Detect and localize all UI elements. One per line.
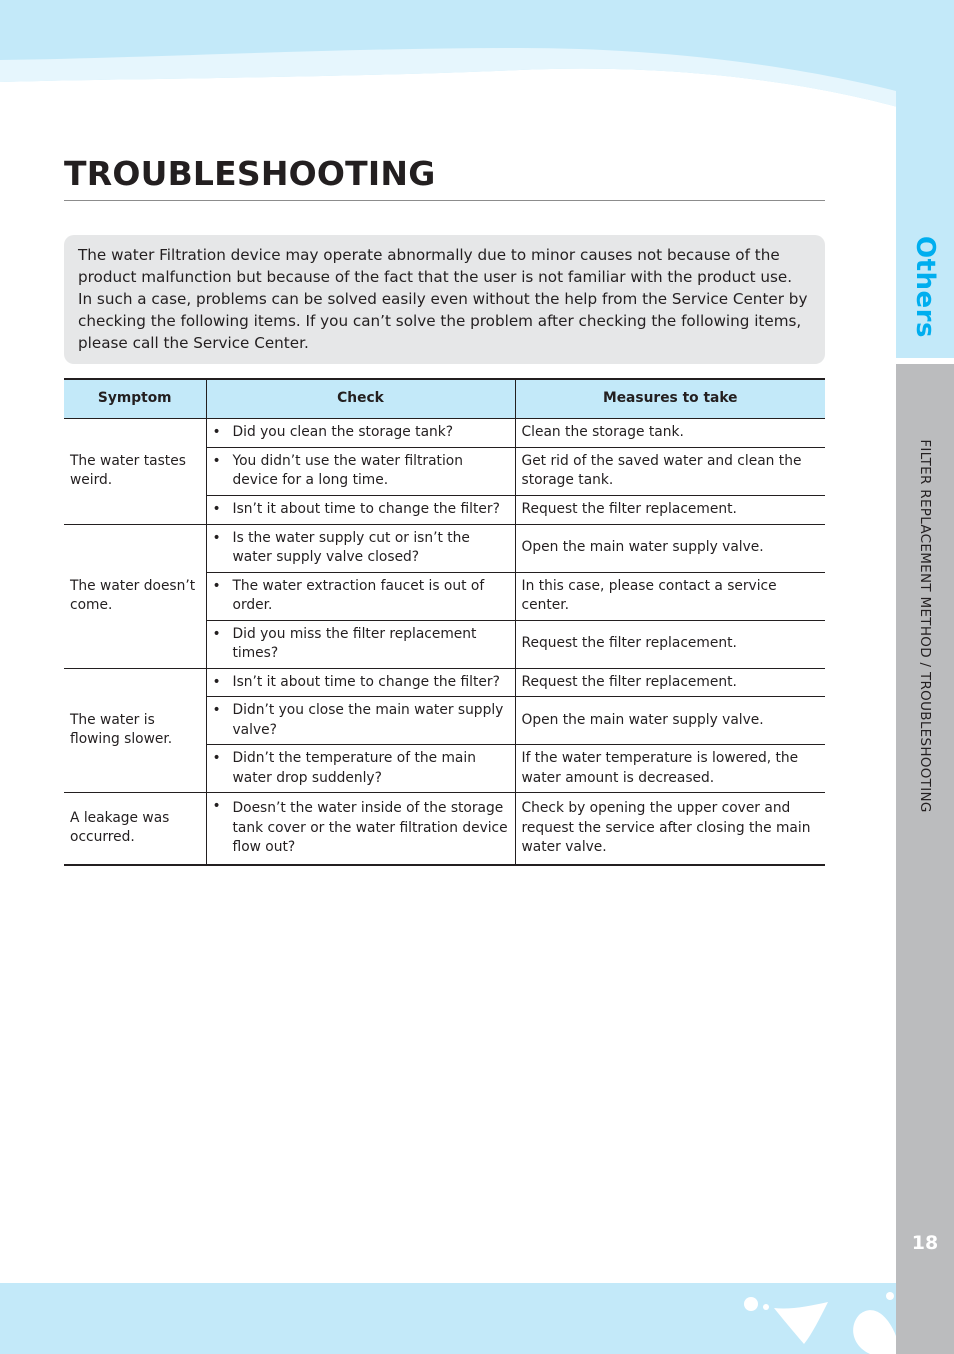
bullet-icon: •	[212, 500, 221, 517]
check-text: You didn’t use the water filtration device for a long time.	[232, 452, 463, 488]
top-wave-band	[0, 0, 954, 125]
check-cell	[206, 697, 515, 745]
symptom-cell: The water doesn’t come.	[64, 524, 206, 668]
measure-cell: Request the filter replacement.	[515, 620, 825, 668]
page-title: TROUBLESHOOTING	[64, 154, 436, 193]
symptom-cell: The water is flowing slower.	[64, 668, 206, 793]
header-symptom: Symptom	[64, 379, 206, 419]
check-text: The water extraction faucet is out of order.	[232, 577, 485, 613]
chapter-strip	[896, 364, 954, 1354]
measure-cell: Request the filter replacement.	[515, 668, 825, 697]
intro-box: The water Filtration device may operate abnormally due to minor causes not because of the product malfunction but because of the fact that the user is not familiar with the product use. In such a case, problems can be solved easily even without the help from the Service Center by checking the following items. If you can’t solve the problem after checking the following items, please call the Service Center.	[64, 235, 825, 364]
chapter-strip-label: FILTER REPLACEMENT METHOD / TROUBLESHOOTING	[917, 439, 933, 813]
check-cell	[206, 620, 515, 668]
check-cell	[206, 793, 515, 865]
check-text: Didn’t you close the main water supply valve?	[232, 702, 504, 738]
measure-cell: In this case, please contact a service center.	[515, 572, 825, 620]
section-tab-label: Others	[910, 236, 940, 338]
check-cell	[206, 572, 515, 620]
table-row	[64, 668, 825, 697]
table-row	[64, 419, 825, 448]
measure-cell: Open the main water supply valve.	[515, 697, 825, 745]
check-text: Isn’t it about time to change the filter?	[232, 500, 500, 517]
bullet-icon: •	[212, 673, 221, 690]
check-text: Did you clean the storage tank?	[232, 424, 454, 440]
water-drop-decoration	[740, 1290, 896, 1354]
bullet-icon: •	[212, 798, 221, 814]
measure-cell: Clean the storage tank.	[515, 419, 825, 448]
header-measures: Measures to take	[515, 379, 825, 419]
measure-cell: Request the filter replacement.	[515, 495, 825, 524]
check-cell	[206, 447, 515, 495]
measure-cell: Check by opening the upper cover and request the service after closing the main water valve.	[515, 793, 825, 865]
troubleshooting-table	[64, 378, 825, 866]
bullet-icon: •	[212, 529, 221, 546]
check-text: Is the water supply cut or isn’t the water supply valve closed?	[232, 529, 470, 565]
bullet-icon: •	[212, 625, 221, 642]
bullet-icon: •	[212, 424, 221, 440]
section-tab	[896, 0, 954, 358]
check-text: Did you miss the filter replacement times?	[232, 625, 477, 661]
title-divider	[64, 200, 825, 201]
bullet-icon: •	[212, 577, 221, 594]
check-text: Didn’t the temperature of the main water drop suddenly?	[232, 750, 476, 786]
check-cell	[206, 668, 515, 697]
table-row	[64, 524, 825, 572]
check-cell	[206, 495, 515, 524]
check-cell	[206, 419, 515, 448]
bullet-icon: •	[212, 750, 221, 766]
check-cell	[206, 745, 515, 793]
check-text: Doesn’t the water inside of the storage tank cover or the water filtration device flow out?	[232, 800, 508, 855]
page-number: 18	[911, 1232, 939, 1254]
measure-cell: Open the main water supply valve.	[515, 524, 825, 572]
measure-cell: Get rid of the saved water and clean the storage tank.	[515, 447, 825, 495]
symptom-cell: A leakage was occurred.	[64, 793, 206, 865]
bullet-icon: •	[212, 702, 221, 718]
bullet-icon: •	[212, 452, 221, 469]
table-header-row	[64, 379, 825, 419]
check-text: Isn’t it about time to change the filter?	[232, 673, 500, 690]
measure-cell: If the water temperature is lowered, the water amount is decreased.	[515, 745, 825, 793]
header-check: Check	[206, 379, 515, 419]
table-row	[64, 793, 825, 865]
symptom-cell: The water tastes weird.	[64, 419, 206, 525]
check-cell	[206, 524, 515, 572]
